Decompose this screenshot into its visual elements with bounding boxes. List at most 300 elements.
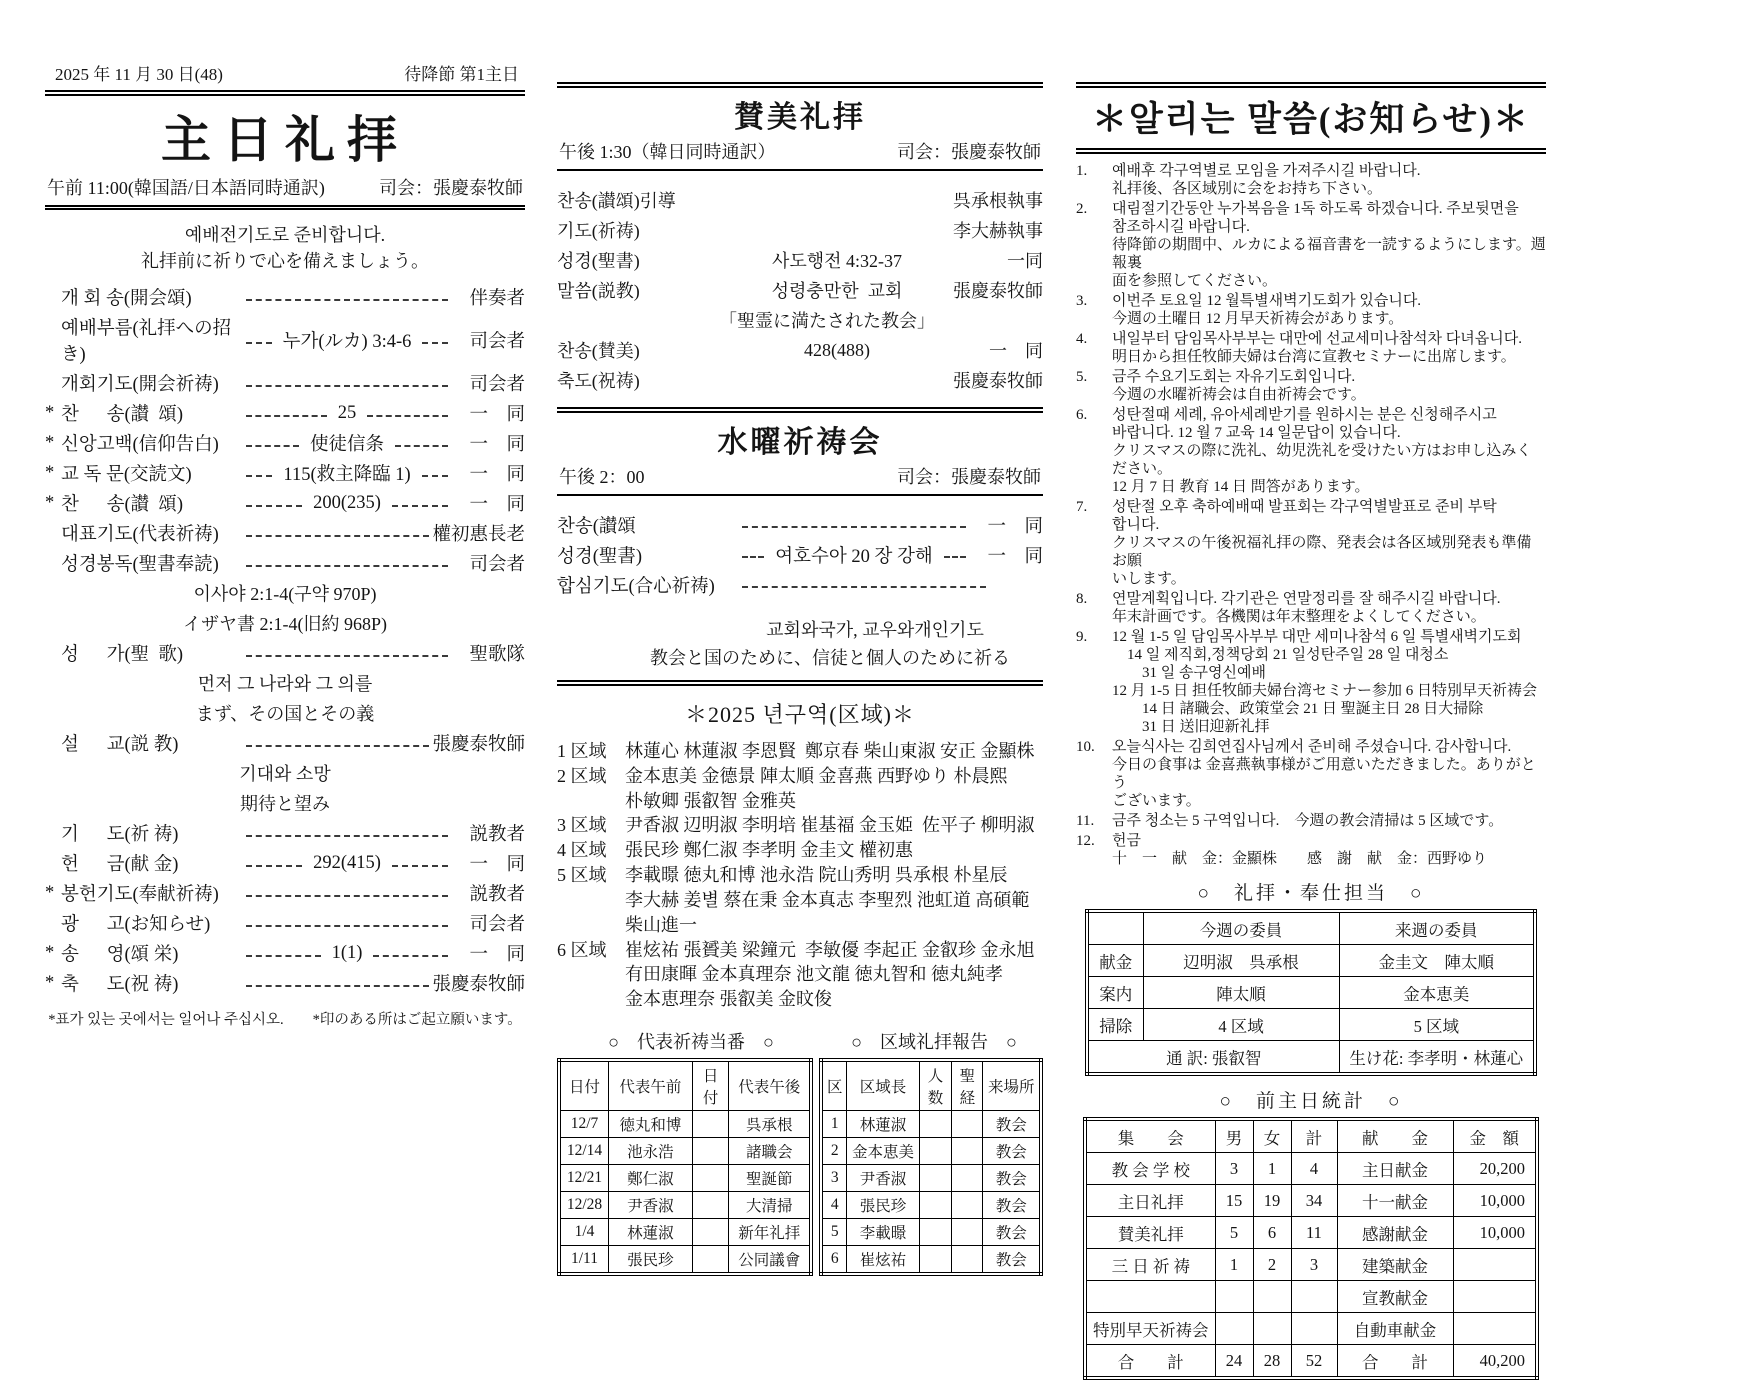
table-row xyxy=(559,1246,811,1275)
table-row xyxy=(1085,1217,1537,1249)
service-value: 25 xyxy=(337,402,357,423)
service-label: 개회기도(開会祈祷) xyxy=(61,375,219,396)
region-row xyxy=(557,739,1043,764)
table-row xyxy=(559,1165,811,1192)
table-cell xyxy=(692,1192,729,1219)
announcement-text xyxy=(1112,162,1546,198)
table-cell: 主日礼拝 xyxy=(1085,1185,1215,1217)
region-list xyxy=(557,739,1043,1012)
service-item xyxy=(45,284,525,310)
service-label: 광 고(お知らせ) xyxy=(61,915,211,936)
service-item xyxy=(45,970,525,996)
wednesday-item xyxy=(557,512,1043,538)
table-cell xyxy=(1291,1313,1337,1345)
leader-line xyxy=(243,494,305,513)
region-row xyxy=(557,863,1043,937)
service-name: 司会者 xyxy=(469,555,525,576)
leader-line xyxy=(243,374,451,393)
serving-heading: ○ 礼拝・奉仕担当 ○ xyxy=(1197,883,1425,904)
service-item xyxy=(45,460,525,486)
leader-line xyxy=(243,288,451,307)
table-cell: 2 xyxy=(1253,1249,1291,1281)
announcement-line: 대림절기간동안 누가복음을 1독 하도록 하겠습니다. 주보뒷면을 xyxy=(1112,201,1519,217)
announcements-column xyxy=(1076,82,1546,1380)
wednesday-subheader xyxy=(557,463,1043,496)
praise-name: 李大赫執事 xyxy=(953,221,1043,241)
table-cell: 12/7 xyxy=(559,1111,608,1138)
leader-line xyxy=(419,331,451,350)
wednesday-prayer-topic-ja: 教会と国のために、信徒と個人のために祈る xyxy=(650,648,1010,668)
leader-line xyxy=(419,464,451,483)
service-value: 200(235) xyxy=(313,492,381,513)
announcement-text xyxy=(1112,498,1546,588)
table-header-row xyxy=(1087,911,1535,945)
table-cell xyxy=(952,1192,983,1219)
table-cell: 1/4 xyxy=(559,1219,608,1246)
table-header-cell: 代表午後 xyxy=(729,1060,811,1111)
service-item xyxy=(45,520,525,546)
table-header-cell: 区 xyxy=(821,1060,847,1111)
table-cell: 金圭文 陣太順 xyxy=(1339,945,1535,977)
table-cell xyxy=(692,1165,729,1192)
table-cell: 自動車献金 xyxy=(1337,1313,1453,1345)
table-cell xyxy=(1253,1313,1291,1345)
service-name: 一 同 xyxy=(469,495,526,516)
announcement-line: 바랍니다. 12 월 7 교육 14 일문답이 있습니다. xyxy=(1112,425,1401,441)
table-cell: 公同議會 xyxy=(729,1246,811,1275)
region-number: 4 区域 xyxy=(557,840,607,861)
table-row xyxy=(1087,945,1535,977)
service-value: 누가(ルカ) 3:4-6 xyxy=(282,332,412,353)
wednesday-value: 여호수아 20 장 강해 xyxy=(775,547,933,567)
table-cell: 24 xyxy=(1215,1345,1253,1379)
table-cell: 10,000 xyxy=(1453,1217,1537,1249)
praise-label: 성경(聖書) xyxy=(557,251,640,271)
wednesday-title: 水曜祈祷会 xyxy=(717,426,883,459)
region-row xyxy=(557,838,1043,863)
table-cell: 主日献金 xyxy=(1337,1153,1453,1185)
region-members-line: 柴山進一 xyxy=(625,914,697,935)
service-value: 1(1) xyxy=(331,942,363,963)
table-cell: 林蓮淑 xyxy=(608,1219,692,1246)
service-name: 一 同 xyxy=(469,465,526,486)
table-cell: 3 xyxy=(821,1165,847,1192)
announcement-line: 헌금 xyxy=(1112,833,1141,849)
service-label: 찬 송(讃 頌) xyxy=(61,495,184,516)
table-row xyxy=(1085,1249,1537,1281)
service-label: 헌 금(献 金) xyxy=(61,855,179,876)
leader-line xyxy=(739,546,767,565)
region-number: 3 区域 xyxy=(557,815,607,836)
announcement-line: 31 日 送旧迎新礼拝 xyxy=(1112,719,1270,735)
announcement-line: ございます。 xyxy=(1112,793,1201,809)
service-label: 설 교(説 教) xyxy=(61,735,179,756)
leader-line xyxy=(243,734,432,753)
service-name: 司会者 xyxy=(469,915,525,936)
table-cell: 建築献金 xyxy=(1337,1249,1453,1281)
announcement-item xyxy=(1076,162,1546,198)
service-name: 司会者 xyxy=(469,375,525,396)
announcement-item xyxy=(1076,498,1546,588)
service-label: 송 영(頌 栄) xyxy=(61,945,179,966)
service-label: 예배부름(礼拝への招き) xyxy=(61,319,232,366)
praise-name: 一 同 xyxy=(989,341,1043,361)
preparation-note xyxy=(45,222,525,274)
table-cell: 新年礼拝 xyxy=(729,1219,811,1246)
table-cell: 教 会 学 校 xyxy=(1085,1153,1215,1185)
announcement-line: いします。 xyxy=(1112,571,1186,587)
table-cell xyxy=(1085,1281,1215,1313)
table-cell: 徳丸和博 xyxy=(608,1111,692,1138)
table-header-cell: 日付 xyxy=(559,1060,608,1111)
flowers-cell: 生け花: 李孝明・林蓮心 xyxy=(1339,1041,1535,1075)
wednesday-item xyxy=(557,542,1043,568)
announcement-line: 12 월 1-5 일 담임목사부부 대만 세미나참석 6 일 특별새벽기도회 xyxy=(1112,629,1522,645)
leader-line xyxy=(243,554,451,573)
star-mark: * xyxy=(45,432,55,453)
announcement-line: 今週の土曜日 12 月早天祈祷会があります。 xyxy=(1112,311,1404,327)
announcement-line: 금주 청소는 5 구역입니다. 今週の教会清掃は 5 区域です。 xyxy=(1112,813,1504,829)
announcement-line: クリスマスの午後祝福礼拝の際、発表会は各区域別発表も準備お願 xyxy=(1112,535,1532,569)
service-item xyxy=(45,820,525,846)
table-header-row xyxy=(1085,1119,1537,1153)
service-subline: まず、その国とその義 xyxy=(195,704,375,725)
season-label: 待降節 第1主日 xyxy=(404,65,519,84)
announcement-number: 8. xyxy=(1076,591,1088,607)
region-members-line: 金本恵理奈 張叡美 金旼俊 xyxy=(625,989,832,1010)
table-cell: 1 xyxy=(1253,1153,1291,1185)
wednesday-label: 찬송(讃頌 xyxy=(557,517,636,537)
table-cell xyxy=(1215,1313,1253,1345)
praise-value: 사도행전 4:32-37 xyxy=(771,251,903,271)
table-cell: 聖誕節 xyxy=(729,1165,811,1192)
table-row xyxy=(1087,1009,1535,1041)
region-report-table xyxy=(819,1058,1043,1276)
table-cell: 34 xyxy=(1291,1185,1337,1217)
table-cell: 28 xyxy=(1253,1345,1291,1379)
service-subline: 먼저 그 나라와 그 의를 xyxy=(197,674,373,695)
regions-title: ＊2025 년구역(区域)＊ xyxy=(685,702,915,727)
table-cell: 1 xyxy=(821,1111,847,1138)
table-cell: 教会 xyxy=(983,1111,1041,1138)
table-header-cell: 人数 xyxy=(919,1060,952,1111)
table-cell: 辺明淑 呉承根 xyxy=(1143,945,1339,977)
announcement-line: 이번주 토요일 12 월특별새벽기도회가 있습니다. xyxy=(1112,293,1422,309)
praise-name: 張慶泰牧師 xyxy=(953,281,1043,301)
mid-table-headings xyxy=(557,1028,1043,1054)
region-members xyxy=(625,838,1043,863)
service-label: 기 도(祈 祷) xyxy=(61,825,179,846)
announcement-item xyxy=(1076,292,1546,328)
table-cell: 19 xyxy=(1253,1185,1291,1217)
announcement-number: 6. xyxy=(1076,407,1088,423)
leader-line xyxy=(389,854,451,873)
announcement-line: 14 일 제직회,정책당회 21 일성탄주일 28 일 대청소 xyxy=(1112,647,1449,663)
leader-line xyxy=(364,404,451,423)
table-cell: 12/21 xyxy=(559,1165,608,1192)
standing-footnote: *표가 있는 곳에서는 일어나 주십시오. *印のある所はご起立願います。 xyxy=(48,1012,522,1029)
announcement-number: 7. xyxy=(1076,499,1088,515)
table-cell xyxy=(919,1165,952,1192)
middle-column xyxy=(557,82,1043,1276)
praise-mc: 司会：張慶泰牧師 xyxy=(897,142,1041,162)
announcement-text xyxy=(1112,812,1546,830)
table-cell: 献金 xyxy=(1087,945,1143,977)
service-label: 찬 송(讃 頌) xyxy=(61,405,184,426)
announcement-line: 今週の水曜祈祷会は自由祈祷会です。 xyxy=(1112,387,1366,403)
leader-line xyxy=(243,884,451,903)
table-cell: 6 xyxy=(1253,1217,1291,1249)
region-members-line: 張民珍 鄭仁淑 李孝明 金圭文 權初惠 xyxy=(625,840,913,861)
announcement-text xyxy=(1112,330,1546,366)
service-name: 聖歌隊 xyxy=(469,645,525,666)
table-row xyxy=(1085,1281,1537,1313)
praise-value: 성령충만한 교회 xyxy=(771,281,903,301)
table-cell: 1 xyxy=(1215,1249,1253,1281)
announcement-number: 9. xyxy=(1076,629,1088,645)
praise-name: 一同 xyxy=(1007,251,1043,271)
announcement-text xyxy=(1112,832,1546,868)
table-cell: 掃除 xyxy=(1087,1009,1143,1041)
table-header-cell: 男 xyxy=(1215,1119,1253,1153)
table-cell: 特別早天祈祷会 xyxy=(1085,1313,1215,1345)
region-members-line: 朴敏卿 張叡智 金雅英 xyxy=(625,790,796,811)
announcements-title: ＊알리는 말씀(お知らせ)＊ xyxy=(1076,82,1546,154)
table-cell: 感謝献金 xyxy=(1337,1217,1453,1249)
table-row xyxy=(1087,977,1535,1009)
announcements-list xyxy=(1076,162,1546,868)
table-header-cell: 女 xyxy=(1253,1119,1291,1153)
wednesday-time: 午後 2：00 xyxy=(559,467,645,487)
service-label: 개 회 송(開会頌) xyxy=(61,289,192,310)
praise-label: 찬송(賛美) xyxy=(557,341,640,361)
region-members xyxy=(625,764,1043,814)
sunday-worship-column xyxy=(45,60,525,1029)
announcement-number: 4. xyxy=(1076,331,1088,347)
worship-time: 午前 11:00(韓国語/日本語同時通訳) xyxy=(47,178,325,198)
stats-table-wrap xyxy=(1076,1117,1546,1380)
service-value: 292(415) xyxy=(313,852,381,873)
prayer-duty-table xyxy=(557,1058,813,1276)
table-cell xyxy=(919,1246,952,1275)
service-item xyxy=(45,910,525,936)
table-cell: 12/28 xyxy=(559,1192,608,1219)
worship-subheader xyxy=(45,174,525,210)
announcement-line: 예배후 각구역별로 모임을 가져주시길 바랍니다. xyxy=(1112,163,1421,179)
service-subline: 기대와 소망 xyxy=(239,764,331,785)
service-name: 一 同 xyxy=(469,435,526,456)
praise-item xyxy=(557,367,1043,393)
table-cell: 教会 xyxy=(983,1246,1041,1275)
regions-section xyxy=(557,680,1043,1276)
table-cell: 林蓮淑 xyxy=(847,1111,919,1138)
leader-line xyxy=(739,576,989,595)
service-item xyxy=(45,490,525,516)
table-header-cell: 計 xyxy=(1291,1119,1337,1153)
table-cell xyxy=(1453,1249,1537,1281)
table-cell xyxy=(692,1219,729,1246)
table-cell: 教会 xyxy=(983,1165,1041,1192)
leader-line xyxy=(243,524,432,543)
table-cell: 5 xyxy=(1215,1217,1253,1249)
table-cell: 呉承根 xyxy=(729,1111,811,1138)
table-cell: 合 計 xyxy=(1085,1345,1215,1379)
table-cell xyxy=(1291,1281,1337,1313)
announcement-text xyxy=(1112,738,1546,810)
wednesday-prayer-section xyxy=(557,407,1043,670)
announcement-item xyxy=(1076,330,1546,366)
service-value: 115(救主降臨 1) xyxy=(283,465,411,486)
announcement-line: 12 月 7 日 教育 14 日 問答があります。 xyxy=(1112,479,1370,495)
announcement-item xyxy=(1076,200,1546,290)
table-cell: 2 xyxy=(821,1138,847,1165)
table-cell xyxy=(692,1111,729,1138)
table-header-cell: 来週の委員 xyxy=(1339,911,1535,945)
service-item xyxy=(45,880,525,906)
announcement-line: 14 日 諸職会、政策堂会 21 日 聖誕主日 28 日大掃除 xyxy=(1112,701,1484,717)
service-subline: 期待と望み xyxy=(240,794,330,815)
table-header-cell: 代表午前 xyxy=(608,1060,692,1111)
announcement-line: 오늘식사는 김희연집사님께서 준비해 주셨습니다. 감사합니다. xyxy=(1112,739,1512,755)
table-row xyxy=(821,1219,1041,1246)
table-cell: 金本恵美 xyxy=(1339,977,1535,1009)
service-item xyxy=(45,940,525,966)
table-cell: 鄭仁淑 xyxy=(608,1165,692,1192)
table-cell xyxy=(919,1192,952,1219)
table-cell xyxy=(692,1138,729,1165)
table-cell: 三 日 祈 祷 xyxy=(1085,1249,1215,1281)
region-members-line: 林蓮心 林蓮淑 李恩賢 鄭京春 柴山東淑 安正 金顯株 xyxy=(625,741,1035,761)
praise-label: 기도(祈祷) xyxy=(557,221,640,241)
praise-time: 午後 1:30（韓日同時通訳） xyxy=(559,142,776,162)
service-name: 一 同 xyxy=(469,855,526,876)
serving-table xyxy=(1085,909,1537,1076)
wednesday-items xyxy=(557,496,1043,612)
prayer-duty-table-wrap xyxy=(557,1058,813,1276)
announcement-number: 10. xyxy=(1076,739,1095,755)
table-cell: 4 区域 xyxy=(1143,1009,1339,1041)
table-footer-row xyxy=(1087,1041,1535,1075)
table-cell xyxy=(692,1246,729,1275)
region-row xyxy=(557,938,1043,1012)
leader-line xyxy=(243,434,302,453)
star-mark: * xyxy=(45,492,55,513)
wednesday-prayer-topic-ko: 교회와국가, 교우와개인기도 xyxy=(766,620,984,640)
table-cell: 十一献金 xyxy=(1337,1185,1453,1217)
table-cell: 1/11 xyxy=(559,1246,608,1275)
region-row xyxy=(557,764,1043,814)
leader-line xyxy=(243,914,451,933)
wednesday-item xyxy=(557,572,1043,598)
leader-line xyxy=(389,494,451,513)
table-cell: 10,000 xyxy=(1453,1185,1537,1217)
region-members xyxy=(625,813,1043,838)
region-members-line: 崔炫祐 張贇美 梁鐘元 李敏優 李起正 金叡珍 金永旭 xyxy=(625,939,1035,960)
table-cell: 金本恵美 xyxy=(847,1138,919,1165)
table-cell: 案内 xyxy=(1087,977,1143,1009)
table-cell: 52 xyxy=(1291,1345,1337,1379)
table-cell: 崔炫祐 xyxy=(847,1246,919,1275)
praise-subline: 「聖霊に満たされた教会」 xyxy=(719,311,935,331)
announcement-number: 5. xyxy=(1076,369,1088,385)
table-cell: 池永浩 xyxy=(608,1138,692,1165)
table-cell xyxy=(919,1111,952,1138)
announcement-text xyxy=(1112,406,1546,496)
wednesday-name: 一 同 xyxy=(987,547,1044,567)
service-item xyxy=(45,314,525,366)
announcement-line: 31 일 송구영신예배 xyxy=(1112,665,1266,681)
table-row xyxy=(559,1138,811,1165)
region-members-line: 金本恵美 金德景 陣太順 金喜燕 西野ゆり 朴晨熙 xyxy=(625,765,1008,786)
praise-label: 축도(祝祷) xyxy=(557,371,640,391)
table-cell: 15 xyxy=(1215,1185,1253,1217)
region-report-heading: ○ 区域礼拝報告 ○ xyxy=(851,1032,1017,1053)
table-cell xyxy=(952,1138,983,1165)
region-members xyxy=(625,863,1043,937)
praise-subheader xyxy=(557,138,1043,171)
service-name: 張慶泰牧師 xyxy=(432,735,525,756)
service-item xyxy=(45,640,525,666)
service-label: 대표기도(代表祈祷) xyxy=(61,525,219,546)
leader-line xyxy=(243,404,330,423)
serving-table-wrap xyxy=(1076,909,1546,1076)
announcement-item xyxy=(1076,738,1546,810)
service-name: 一 同 xyxy=(469,945,526,966)
leader-line xyxy=(739,516,969,535)
announcement-item xyxy=(1076,832,1546,868)
table-cell: 諸職会 xyxy=(729,1138,811,1165)
table-header-row xyxy=(821,1060,1041,1111)
announcement-text xyxy=(1112,368,1546,404)
leader-line xyxy=(370,944,451,963)
announcement-line: 明日から担任牧師夫婦は台湾に宣教セミナーに出席します。 xyxy=(1112,349,1516,365)
announcement-number: 3. xyxy=(1076,293,1088,309)
leader-line xyxy=(941,546,969,565)
table-cell: 李載暻 xyxy=(847,1219,919,1246)
region-number: 2 区域 xyxy=(557,765,607,786)
star-mark: * xyxy=(45,882,55,903)
leader-line xyxy=(243,644,451,663)
leader-line xyxy=(243,464,275,483)
service-item xyxy=(45,550,525,576)
table-cell: 11 xyxy=(1291,1217,1337,1249)
wednesday-mc: 司会：張慶泰牧師 xyxy=(897,467,1041,487)
announcement-number: 11. xyxy=(1076,813,1095,829)
table-row xyxy=(559,1111,811,1138)
table-header-cell xyxy=(1087,911,1143,945)
announcement-item xyxy=(1076,406,1546,496)
region-members xyxy=(625,938,1043,1012)
star-mark: * xyxy=(45,462,55,483)
table-header-cell: 区域長 xyxy=(847,1060,919,1111)
service-item xyxy=(45,400,525,426)
mid-tables xyxy=(557,1058,1043,1276)
praise-name: 呉承根執事 xyxy=(953,191,1043,211)
bulletin-date: 2025 年 11 月 30 日(48) xyxy=(55,65,223,84)
service-subline: イザヤ書 2:1-4(旧約 968P) xyxy=(183,614,387,635)
announcement-number: 2. xyxy=(1076,201,1088,217)
service-name: 説教者 xyxy=(469,885,525,906)
announcement-line: 내일부터 담임목사부부는 대만에 선교세미나참석차 다녀옵니다. xyxy=(1112,331,1522,347)
praise-item xyxy=(557,187,1043,213)
leader-line xyxy=(243,974,432,993)
announcement-item xyxy=(1076,368,1546,404)
table-header-cell: 来場所 xyxy=(983,1060,1041,1111)
praise-label: 말씀(説教) xyxy=(557,281,640,301)
service-name: 伴奏者 xyxy=(469,289,525,310)
region-number: 6 区域 xyxy=(557,939,607,960)
region-members-line: 有田康暉 金本真理奈 池文龍 徳丸智和 徳丸純孝 xyxy=(625,964,1003,985)
